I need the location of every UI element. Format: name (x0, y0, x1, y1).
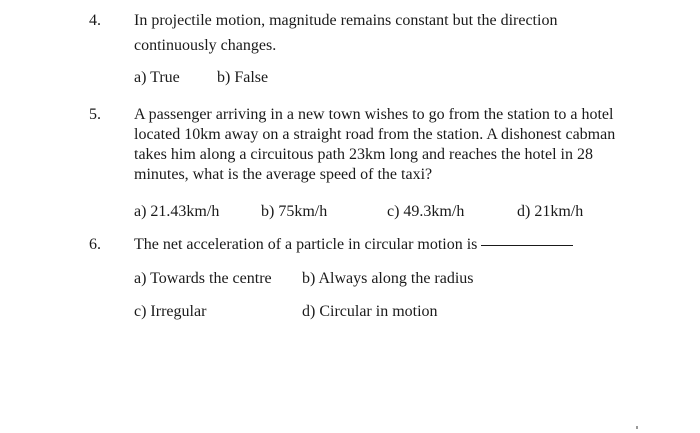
question-number: 5. (89, 106, 101, 123)
question-number: 4. (89, 12, 101, 29)
question-text-line: continuously changes. (134, 37, 277, 54)
option-a: a) True (134, 69, 180, 86)
answer-blank (481, 245, 573, 246)
option-c: c) 49.3km/h (387, 203, 465, 220)
question-text-line: In projectile motion, magnitude remains constant but the direction (134, 12, 558, 29)
option-b: b) False (217, 69, 269, 86)
option-b: b) 75km/h (261, 203, 328, 220)
question-text: The net acceleration of a particle in circular motion is (134, 236, 478, 253)
option-b: b) Always along the radius (302, 270, 474, 287)
question-text-line: takes him along a circuitous path 23km long and reaches the hotel in 28 (134, 146, 593, 163)
option-a: a) Towards the centre (134, 270, 272, 287)
question-text-line: A passenger arriving in a new town wishes to go from the station to a hotel (134, 106, 614, 123)
option-d: d) Circular in motion (302, 303, 438, 320)
question-text-line: minutes, what is the average speed of the taxi? (134, 166, 433, 183)
option-a: a) 21.43km/h (134, 203, 220, 220)
option-c: c) Irregular (134, 303, 207, 320)
question-number: 6. (89, 236, 101, 253)
scan-speck (636, 426, 638, 429)
question-text-line: located 10km away on a straight road from the station. A dishonest cabman (134, 126, 616, 143)
option-d: d) 21km/h (517, 203, 584, 220)
question-text-line (134, 236, 573, 254)
